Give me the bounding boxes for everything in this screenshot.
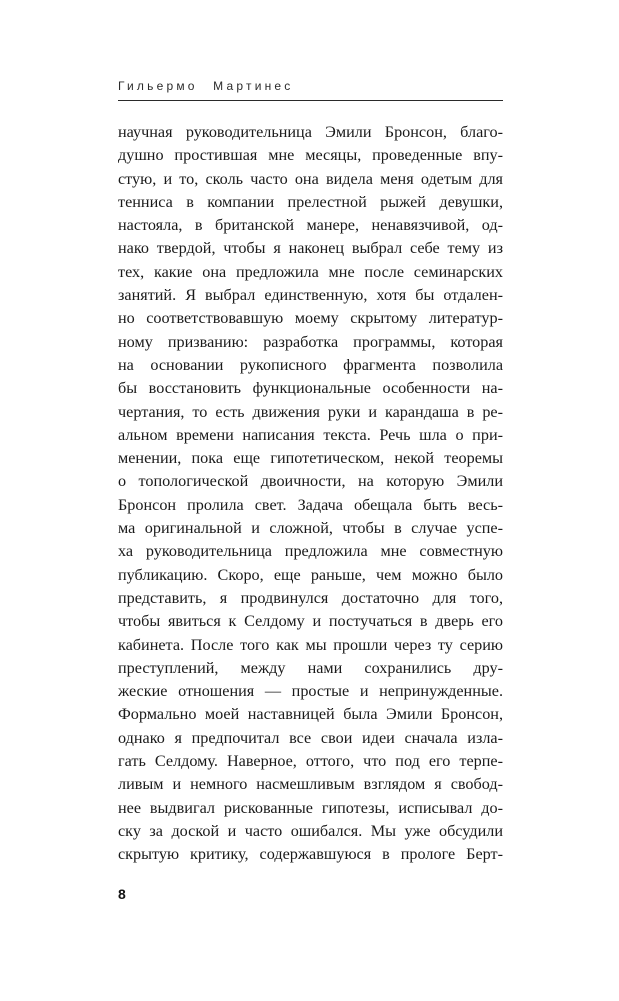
text-line: на основании рукописного фрагмента позволила [118, 355, 503, 374]
text-line: однако я предпочитал все свои идеи сначала изла- [118, 728, 503, 747]
text-line: менении, пока еще гипотетическом, некой теоремы [118, 449, 503, 468]
text-line: ливым и немного насмешливым взглядом я свобод- [118, 775, 503, 794]
text-line: занятий. Я выбрал единственную, хотя бы отдален- [118, 286, 503, 305]
text-line: скрытую критику, содержавшуюся в прологе Берт- [118, 845, 503, 864]
text-line: публикацию. Скоро, еще раньше, чем можно было [118, 565, 503, 584]
text-line: Формально моей наставницей была Эмили Бронсон, [118, 705, 503, 724]
author-name: Гильермо Мартинес [118, 79, 294, 93]
text-line: нако твердой, чтобы я наконец выбрал себе тему из [118, 239, 503, 258]
text-line: альном времени написания текста. Речь шла о при- [118, 425, 503, 444]
text-line: о топологической двоичности, на которую Эмили [118, 472, 503, 491]
page-header [118, 79, 503, 109]
text-line: кабинета. После того как мы прошли через ту серию [118, 635, 503, 654]
body-text [118, 121, 503, 867]
text-line: стую, и то, сколь часто она видела меня одетым для [118, 169, 503, 188]
text-line: преступлений, между нами сохранились дру- [118, 658, 503, 677]
text-line: научная руководительница Эмили Бронсон, благо- [118, 123, 503, 141]
text-line: настояла, в британской манере, ненавязчивой, од- [118, 216, 503, 235]
text-line: чтобы явиться к Селдому и постучаться в дверь его [118, 612, 503, 631]
text-line: ску за доской и часто ошибался. Мы уже обсудили [118, 821, 503, 840]
text-line: ма оригинальной и сложной, чтобы в случае успе- [118, 519, 503, 538]
text-line: ха руководительница предложила мне совместную [118, 542, 503, 561]
text-line: Бронсон пролила свет. Задача обещала быть весь- [118, 495, 503, 514]
text-line: чертания, то есть движения руки и карандаша в ре- [118, 402, 503, 421]
text-line: тенниса в компании прелестной рыжей девушки, [118, 192, 503, 211]
text-line: ному призванию: разработка программы, которая [118, 332, 503, 351]
text-line: тех, какие она предложила мне после семинарских [118, 262, 503, 281]
text-line: душно простившая мне месяцы, проведенные впу- [118, 146, 503, 165]
text-line: жеские отношения — простые и непринужденные. [118, 682, 503, 701]
page-footer [118, 886, 126, 904]
text-line: гать Селдому. Наверное, оттого, что под его терпе- [118, 752, 503, 771]
text-line: нее выдвигал рискованные гипотезы, исписывал до- [118, 798, 503, 817]
header-rule [118, 100, 503, 101]
text-line: представить, я продвинулся достаточно для того, [118, 588, 503, 607]
text-line: бы восстановить функциональные особенности на- [118, 379, 503, 398]
page-number: 8 [118, 886, 126, 902]
text-line: но соответствовавшую моему скрытому литератур- [118, 309, 503, 328]
